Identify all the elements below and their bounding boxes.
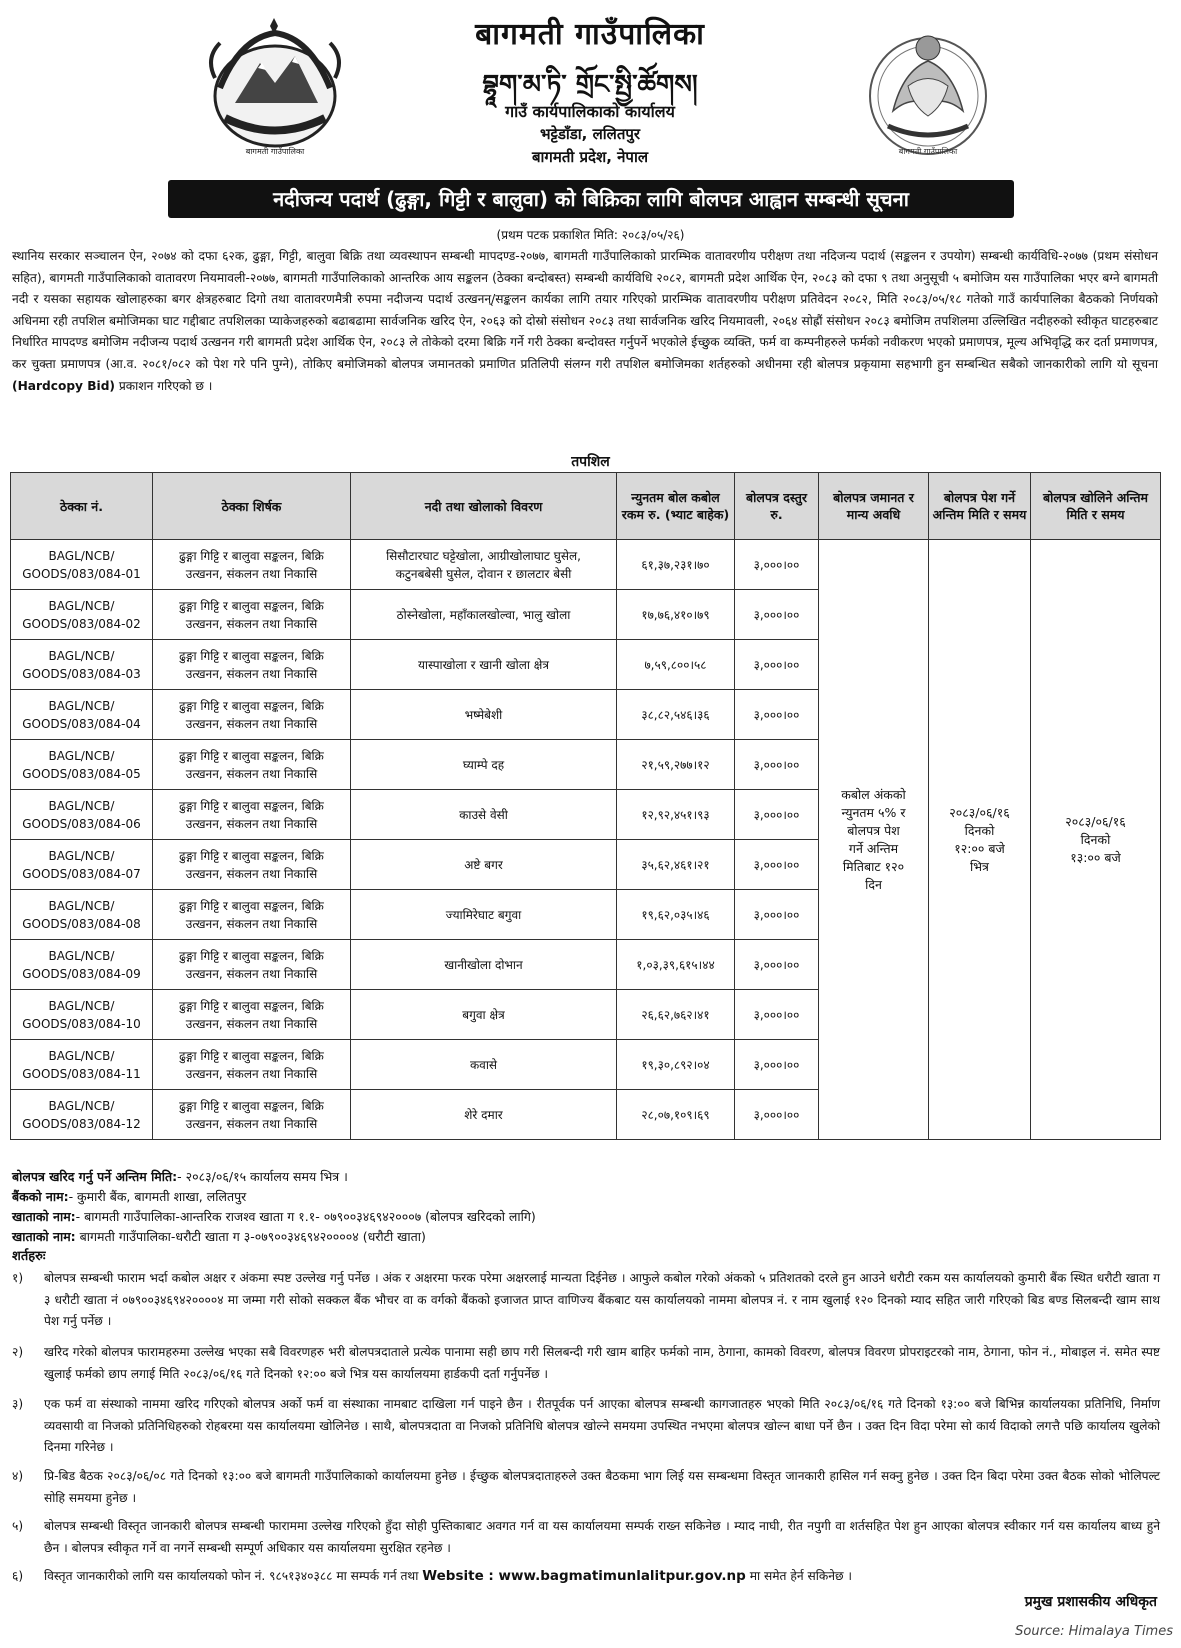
min-bid-amount-cell-line: २१,५९,२७७।१२ [641,757,710,772]
opening-date-cell [1031,540,1161,1140]
river-detail-cell [351,740,617,790]
contract-no-cell-line: GOODS/083/084-12 [22,1116,141,1131]
contract-title-cell-line: उत्खनन, संकलन तथा निकासि [185,766,318,781]
contract-title-cell-line: ढुङ्गा गिट्टि र बालुवा सङ्कलन, बिक्रि [179,848,324,863]
bid-guarantee-cell-line: न्युनतम ५% र [841,804,906,820]
header-river-detail: नदी तथा खोलाको विवरण [351,473,617,540]
contract-title-cell [153,1090,351,1140]
bank-name-value: - कुमारी बैंक, बागमती शाखा, ललितपुर [68,1189,247,1204]
term-number: ६) [12,1569,24,1583]
province-name: बागमती प्रदेश, नेपाल [531,148,649,166]
river-detail-cell-line: काउसे वेसी [459,807,508,822]
contract-no-cell [11,1040,153,1090]
min-bid-amount-cell-line: १७,७६,४१०।७९ [641,607,710,622]
contract-no-cell-line: BAGL/NCB/ [48,548,115,563]
river-detail-cell [351,590,617,640]
account-deposit-value: बागमती गाउँपालिका-धरौटी खाता ग ३-०७९००३४६९४२००००४ (धरौटी खाता) [75,1229,426,1244]
min-bid-amount-cell [617,1040,735,1090]
bid-fee-cell [735,890,819,940]
contract-title-cell-line: ढुङ्गा गिट्टि र बालुवा सङ्कलन, बिक्रि [179,598,324,613]
river-detail-cell [351,890,617,940]
office-name: गाउँ कार्यपालिकाको कार्यालय [505,102,675,121]
bid-fee-cell-line: ३,०००।०० [753,1007,800,1022]
header-contract-title: ठेक्का शिर्षक [153,473,351,540]
notice-title-banner: नदीजन्य पदार्थ (ढुङ्गा, गिट्टी र बालुवा) को बिक्रिका लागि बोलपत्र आह्वान सम्बन्धी सूचना [168,180,1014,218]
contract-no-cell-line: GOODS/083/084-01 [22,566,141,581]
contract-title-cell-line: उत्खनन, संकलन तथा निकासि [185,666,318,681]
bid-fee-cell [735,940,819,990]
bid-fee-cell-line: ३,०००।०० [753,707,800,722]
bid-packages-table [10,472,1161,1140]
term-item-6 [12,1566,1160,1588]
river-detail-cell-line: कवासे [469,1057,498,1072]
bid-fee-cell-line: ३,०००।०० [753,557,800,572]
bank-name [12,1188,246,1205]
term-item-1 [12,1268,1160,1333]
min-bid-amount-cell-line: १९,३०,८९२।०४ [641,1057,710,1072]
submission-deadline-cell [929,540,1031,1140]
office-address: भट्टेडाँडा, ललितपुर [539,125,641,143]
contract-no-cell-line: GOODS/083/084-03 [22,666,141,681]
contract-no-cell [11,840,153,890]
river-detail-cell-line: कटुनबबेसी घुसेल, दोवान र छालटार बेसी [395,566,572,581]
min-bid-amount-cell [617,690,735,740]
river-detail-cell-line: यास्पाखोला र खानी खोला क्षेत्र [417,657,550,672]
contract-no-cell [11,990,153,1040]
min-bid-amount-cell-line: १९,६२,०३५।४६ [641,907,710,922]
intro-paragraph [12,246,1158,397]
source-credit: Source: Himalaya Times [1015,1624,1173,1639]
bid-fee-cell-line: ३,०००।०० [753,757,800,772]
term-text-main: विस्तृत जानकारीको लागि यस कार्यालयको फोन नं. ९८५१३४०३८८ मा सम्पर्क गर्न तथा [44,1569,423,1583]
min-bid-amount-cell [617,590,735,640]
contract-no-cell-line: BAGL/NCB/ [48,848,115,863]
term-item-3 [12,1394,1160,1459]
contract-no-cell [11,1090,153,1140]
header-opening-date: बोलपत्र खोलिने अन्तिम मिति र समय [1031,473,1161,540]
river-detail-cell [351,540,617,590]
account-revenue-value: - बागमती गाउँपालिका-आन्तरिक राजश्व खाता ग १.१- ०७९००३४६९४२०००७ (बोलपत्र खरिदको लागि) [75,1209,536,1224]
min-bid-amount-cell [617,1090,735,1140]
river-detail-cell-line: अष्टे बगर [464,857,503,872]
min-bid-amount-cell-line: १,०३,३९,६१५।४४ [636,957,715,972]
contract-title-cell [153,840,351,890]
svg-text:बागमती गाउँपालिका: बागमती गाउँपालिका [245,147,305,156]
bid-fee-cell [735,840,819,890]
contract-title-cell-line: उत्खनन, संकलन तथा निकासि [185,566,318,581]
contract-no-cell [11,940,153,990]
term-text: एक फर्म वा संस्थाको नाममा खरिद गरिएको बोलपत्र अर्को फर्म वा संस्थाका नामबाट दाखिला गर्न पाइने छैन । रीतपूर्वक पर्न आएका बोलपत्र सम्बन्धी कागजातहरु भएको मिति २०८३/०६/१६ गते दिनको १३:०० बजे बिभिन्न कार्यालयका प्रतिनिधि, निर्माण व्यवसायी वा निजको प्रतिनिधिहरुको रोहबरमा यस कार्यालयमा खोलिनेछ । साथै, बोलपत्रदाता वा निजको प्रतिनिधि बोलपत्र खोल्ने समयमा उपस्थित नभएमा बोलपत्र खोल्न बाधा पर्ने छैन । उक्त दिन विदा परेमा सो कार्य विदाको लगत्तै पछि कार्यालय खुलेको दिनमा गरिनेछ । [44,1397,1160,1454]
bid-guarantee-cell-line: गर्ने अन्तिम [848,840,899,856]
bid-fee-cell [735,740,819,790]
contract-title-cell-line: उत्खनन, संकलन तथा निकासि [185,616,318,631]
opening-date-cell-line: २०८३/०६/१६ [1065,813,1126,829]
min-bid-amount-cell-line: १२,९२,४५१।९३ [641,807,710,822]
contract-title-cell [153,690,351,740]
contract-no-cell-line: BAGL/NCB/ [48,1048,115,1063]
header-submission-deadline: बोलपत्र पेश गर्ने अन्तिम मिति र समय [929,473,1031,540]
min-bid-amount-cell-line: ३५,६२,४६१।२१ [641,857,710,872]
hardcopy-bid-label: (Hardcopy Bid) [12,378,115,393]
contract-no-cell-line: GOODS/083/084-05 [22,766,141,781]
term-number: ५) [12,1519,24,1533]
header-bid-fee: बोलपत्र दस्तुर रु. [735,473,819,540]
contract-title-cell-line: उत्खनन, संकलन तथा निकासि [185,866,318,881]
bid-fee-cell-line: ३,०००।०० [753,657,800,672]
term-text: बोलपत्र सम्बन्धी फाराम भर्दा कबोल अक्षर र अंकमा स्पष्ट उल्लेख गर्नु पर्नेछ । अंक र अक्षरमा फरक परेमा अक्षरलाई मान्यता दिईनेछ । आफुले कबोल गरेको अंकको ५ प्रतिशतको दरले हुन आउने धरौटी रकम यस कार्यालयको कुमारी बैंक स्थित धरौटी खाता ग ३ धरौटी खाता नं ०७९००३४६९४२००००४ मा जम्मा गरी सोको सक्कल बैंक भौचर वा क वर्गको बैंकको इजाजत प्राप्त वाणिज्य बैंकबाट यस कार्यालयको नाममा बोलपत्र नं. र नाम खुलाई १२० दिनको म्याद सहित जारी गरिएको बिड बण्ड सिलबन्दी खाम साथ पेश गर्नु पर्नेछ । [44,1271,1160,1328]
contract-title-cell [153,590,351,640]
contract-title-cell-line: उत्खनन, संकलन तथा निकासि [185,916,318,931]
river-detail-cell [351,640,617,690]
term-item-5 [12,1516,1160,1559]
account-deposit-label: खाताको नाम: [12,1229,76,1244]
contract-no-cell-line: BAGL/NCB/ [48,698,115,713]
bid-fee-cell [735,640,819,690]
min-bid-amount-cell-line: ७,५९,८००।५८ [644,657,707,672]
bid-guarantee-cell-line: बोलपत्र पेश [847,822,900,838]
min-bid-amount-cell [617,640,735,690]
river-detail-cell-line: सिसौटारघाट घट्टेखोला, आग्रीखोलाघाट घुसेल, [386,548,581,563]
contract-title-cell [153,990,351,1040]
account-revenue-label: खाताको नाम: [12,1209,76,1224]
contract-no-cell-line: GOODS/083/084-11 [22,1066,141,1081]
min-bid-amount-cell [617,990,735,1040]
contract-title-cell [153,940,351,990]
river-detail-cell [351,940,617,990]
municipality-seal-icon [858,26,998,161]
intro-tail: प्रकाशन गरिएको छ । [115,378,213,393]
submission-deadline-cell-line: दिनको [964,822,995,838]
bid-fee-cell [735,590,819,640]
term-text: बोलपत्र सम्बन्धी विस्तृत जानकारी बोलपत्र सम्बन्धी फाराममा उल्लेख गरिएको हुँदा सोही पुस्तिकाबाट अवगत गर्न वा यस कार्यालयमा सम्पर्क राख्न सकिनेछ । म्याद नाघी, रीत नपुगी वा शर्तसहित पेश हुन आएका बोलपत्र स्वीकार गर्न यस कार्यालय बाध्य हुने छैन । बोलपत्र स्वीकृत गर्ने वा नगर्ने सम्बन्धी सम्पूर्ण अधिकार यस कार्यालयमा सुरक्षित रहनेछ । [44,1519,1160,1555]
contract-no-cell-line: BAGL/NCB/ [48,1098,115,1113]
contract-title-cell-line: ढुङ्गा गिट्टि र बालुवा सङ्कलन, बिक्रि [179,998,324,1013]
contract-title-cell [153,790,351,840]
term-item-2 [12,1342,1160,1385]
bid-fee-cell-line: ३,०००।०० [753,907,800,922]
contract-no-cell-line: GOODS/083/084-06 [22,816,141,831]
contract-no-cell-line: GOODS/083/084-07 [22,866,141,881]
contract-no-cell [11,740,153,790]
min-bid-amount-cell [617,540,735,590]
contract-title-cell-line: ढुङ्गा गिट्टि र बालुवा सङ्कलन, बिक्रि [179,1098,324,1113]
contract-no-cell-line: BAGL/NCB/ [48,948,115,963]
contract-no-cell [11,790,153,840]
signatory-title: प्रमुख प्रशासकीय अधिकृत [1024,1594,1157,1610]
term-item-4 [12,1466,1160,1509]
term-number: ४) [12,1469,24,1483]
svg-text:बागमती गाउँपालिका: बागमती गाउँपालिका [898,147,958,156]
purchase-deadline-value: - २०८३/०६/१५ कार्यालय समय भित्र । [177,1169,348,1184]
opening-date-cell-line: दिनको [1080,831,1111,847]
river-detail-cell-line: ठोस्नेखोला, महाँकालखोल्वा, भालु खोला [396,607,571,622]
river-detail-cell-line: खानीखोला दोभान [444,957,523,972]
contract-no-cell-line: BAGL/NCB/ [48,898,115,913]
contract-no-cell-line: GOODS/083/084-04 [22,716,141,731]
contract-title-cell-line: ढुङ्गा गिट्टि र बालुवा सङ्कलन, बिक्रि [179,748,324,763]
contract-no-cell-line: GOODS/083/084-02 [22,616,141,631]
purchase-deadline-label: बोलपत्र खरिद गर्नु पर्ने अन्तिम मिति: [12,1169,178,1184]
min-bid-amount-cell-line: ६१,३७,२३१।७० [641,557,710,572]
bid-fee-cell [735,990,819,1040]
bid-guarantee-cell [819,540,929,1140]
bid-guarantee-cell-line: दिन [865,876,882,892]
submission-deadline-cell-line: भित्र [970,858,989,874]
header-contract-no: ठेक्का नं. [11,473,153,540]
contract-title-cell-line: उत्खनन, संकलन तथा निकासि [185,1016,318,1031]
contract-title-cell [153,640,351,690]
contract-no-cell-line: BAGL/NCB/ [48,648,115,663]
min-bid-amount-cell-line: २८,०७,१०९।६९ [641,1107,710,1122]
municipality-name: बागमती गाउँपालिका [475,17,705,52]
contract-no-cell-line: GOODS/083/084-08 [22,916,141,931]
bid-fee-cell [735,690,819,740]
contract-title-cell-line: ढुङ्गा गिट्टि र बालुवा सङ्कलन, बिक्रि [179,698,324,713]
submission-deadline-cell-line: १२:०० बजे [954,840,1005,856]
contract-no-cell-line: GOODS/083/084-10 [22,1016,141,1031]
bid-guarantee-cell-line: कबोल अंकको [841,786,906,802]
contract-title-cell-line: ढुङ्गा गिट्टि र बालुवा सङ्कलन, बिक्रि [179,898,324,913]
submission-deadline-cell-line: २०८३/०६/१६ [949,804,1010,820]
contract-no-cell [11,590,153,640]
river-detail-cell-line: घ्याम्पे दह [462,757,505,772]
contract-no-cell [11,540,153,590]
purchase-deadline [12,1168,348,1185]
contract-title-cell [153,540,351,590]
river-detail-cell [351,990,617,1040]
contract-no-cell [11,640,153,690]
bid-fee-cell-line: ३,०००।०० [753,1057,800,1072]
term-text [44,1566,1160,1588]
min-bid-amount-cell [617,840,735,890]
contract-no-cell-line: GOODS/083/084-09 [22,966,141,981]
intro-text: स्थानिय सरकार सञ्चालन ऐन, २०७४ को दफा ६२क, ढुङ्गा, गिट्टी, बालुवा बिक्रि तथा व्यवस्थापन सम्बन्धी मापदण्ड-२०७७, बागमती गाउँपालिकाको प्रारम्भिक वातावरणीय परीक्षण तथा नदिजन्य पदार्थ (सङ्कलन र उपयोग) सम्बन्धी कार्यविधि-२०७७ (प्रथम संसोधन सहित), बागमती गाउँपालिकाको वातावरण नियमावली-२०७७, बागमती गाउँपालिकाको आन्तरिक आय सङ्कलन (ठेक्का बन्दोबस्त) सम्बन्धी कार्यविधि २०८२, बागमती प्रदेश आर्थिक ऐन, २०८३ को दफा ९ तथा अनुसूची ५ बमोजिम यस गाउँपालिका भएर बग्ने बागमती नदी र यसका सहायक खोलाहरुका बगर क्षेत्रहरुबाट दिगो तथा वातावरणमैत्री रुपमा नदीजन्य पदार्थ उत्खनन्/सङ्कलन कार्यका लागि तयार गरिएको प्रारम्भिक वातावरणीय परीक्षण प्रतिवेदन २०८२, मिति २०८३/०५/१८ गतेको गाउँ कार्यपालिका बैठकको निर्णयको अधिनमा रही तपशिल बमोजिमका घाट गद्दीबाट तपशिलका प्याकेजहरुको बढाबढामा सार्वजनिक खरिद ऐन, २०६३ को दोस्रो संसोधन २०८३ तथा सार्वजनिक खरिद नियमावली, २०६४ सोह्रौं संसोधन २०८३ बमोजिम तपशिलमा उल्लिखित नदीहरुको स्वीकृत घाटहरुबाट निर्धारित मापदण्ड बमोजिम नदीजन्य पदार्थ उत्खनन गरी बागमती प्रदेश आर्थिक ऐन, २०८३ ले तोकेको दरमा बिक्रि गर्ने गरी ठेक्का बन्दोवस्त गर्नुपर्ने भएकोले ईच्छुक व्यक्ति, फर्म वा कम्पनीहरुले फर्मको नवीकरण भएको प्रमाणपत्र, मूल्य अभिवृद्धि कर दर्ता प्रमाणपत्र, कर चुक्ता प्रमाणपत्र (आ.व. २०८१/०८२ को पेश गरे पनि पुग्ने), तोकिए बमोजिमको बोलपत्र जमानतको प्रमाणित प्रतिलिपी संलग्न गरी तपशिल बमोजिमका शर्तहरुको अधीनमा रही बोलपत्र प्रकृयामा सहभागी हुन सम्बन्धित सबैको जानकारीको लागि यो सूचना [12,249,1158,371]
account-deposit [12,1228,426,1245]
contract-title-cell [153,890,351,940]
term-number: १) [12,1271,24,1285]
contract-title-cell [153,740,351,790]
river-detail-cell [351,1090,617,1140]
term-number: २) [12,1345,24,1359]
contract-title-cell-line: ढुङ्गा गिट्टि र बालुवा सङ्कलन, बिक्रि [179,548,324,563]
min-bid-amount-cell [617,790,735,840]
river-detail-cell-line: ज्यामिरेघाट बगुवा [445,907,522,922]
bid-fee-cell [735,1040,819,1090]
min-bid-amount-cell-line: २६,६२,७६२।४१ [641,1007,710,1022]
contract-no-cell-line: BAGL/NCB/ [48,998,115,1013]
account-revenue [12,1208,536,1225]
opening-date-cell-line: १३:०० बजे [1070,849,1121,865]
municipality-name-tibetan: བྷཱག་མ་ཏི་ གྲོང་སྤྱི་ཚོགས། [482,70,698,100]
river-detail-cell [351,840,617,890]
table-row [11,540,1161,590]
bid-fee-cell-line: ३,०००।०० [753,957,800,972]
bid-fee-cell-line: ३,०००।०० [753,607,800,622]
contract-title-cell-line: उत्खनन, संकलन तथा निकासि [185,716,318,731]
first-published-date: (प्रथम पटक प्रकाशित मिति: २०८३/०५/२६) [496,228,685,242]
bid-fee-cell [735,790,819,840]
bid-fee-cell-line: ३,०००।०० [753,807,800,822]
website-link[interactable]: Website : www.bagmatimunlalitpur.gov.np [422,1568,746,1584]
contract-title-cell-line: ढुङ्गा गिट्टि र बालुवा सङ्कलन, बिक्रि [179,798,324,813]
contract-no-cell-line: BAGL/NCB/ [48,748,115,763]
terms-heading: शर्तहरुः [12,1249,46,1264]
min-bid-amount-cell [617,940,735,990]
contract-title-cell [153,1040,351,1090]
bid-fee-cell-line: ३,०००।०० [753,857,800,872]
term-text-tail: मा समेत हेर्न सकिनेछ । [745,1569,853,1583]
contract-title-cell-line: ढुङ्गा गिट्टि र बालुवा सङ्कलन, बिक्रि [179,948,324,963]
contract-title-cell-line: ढुङ्गा गिट्टि र बालुवा सङ्कलन, बिक्रि [179,648,324,663]
river-detail-cell [351,790,617,840]
bank-name-label: बैंकको नाम: [12,1189,69,1204]
min-bid-amount-cell [617,890,735,940]
contract-no-cell-line: BAGL/NCB/ [48,798,115,813]
river-detail-cell-line: भष्मेबेशी [464,707,503,722]
contract-title-cell-line: उत्खनन, संकलन तथा निकासि [185,1116,318,1131]
term-text: खरिद गरेको बोलपत्र फारामहरुमा उल्लेख भएका सबै विवरणहरु भरी बोलपत्रदाताले प्रत्येक पानामा सही छाप गरी सिलबन्दी गरी खाम बाहिर फर्मको नाम, ठेगाना, कामको विवरण, बोलपत्र विवरण प्रोपराइटरको नाम, ठेगाना, फोन नं., मोबाइल नं. समेत स्पष्ट खुलाई फर्मको छाप लगाई मिति २०८३/०६/१६ गते दिनको १२:०० बजे भित्र यस कार्यालयमा हार्डकपी दर्ता गर्नुपर्नेछ । [44,1345,1160,1381]
header-bid-guarantee: बोलपत्र जमानत र मान्य अवधि [819,473,929,540]
nepal-emblem-icon [200,18,350,158]
min-bid-amount-cell [617,740,735,790]
term-text: प्रि-बिड बैठक २०८३/०६/०८ गते दिनको १३:०० बजे बागमती गाउँपालिकाको कार्यालयमा हुनेछ । ईच्छुक बोलपत्रदाताहरुले उक्त बैठकमा भाग लिई यस सम्बन्धमा विस्तृत जानकारी हासिल गर्न सक्नु हुनेछ । उक्त दिन बिदा परेमा उक्त बैठक सोको भोलिपल्ट सोहि समयमा हुनेछ । [44,1469,1160,1505]
contract-no-cell [11,890,153,940]
min-bid-amount-cell-line: ३८,८२,५४६।३६ [641,707,710,722]
river-detail-cell-line: शेरे दमार [464,1107,503,1122]
table-header-row [11,473,1161,540]
river-detail-cell [351,690,617,740]
contract-title-cell-line: उत्खनन, संकलन तथा निकासि [185,816,318,831]
bid-fee-cell [735,540,819,590]
bid-fee-cell [735,1090,819,1140]
contract-no-cell [11,690,153,740]
bid-guarantee-cell-line: मितिबाट १२० [842,858,905,874]
term-number: ३) [12,1397,24,1411]
contract-title-cell-line: उत्खनन, संकलन तथा निकासि [185,1066,318,1081]
bid-fee-cell-line: ३,०००।०० [753,1107,800,1122]
table-caption: तपशिल [571,454,610,470]
river-detail-cell [351,1040,617,1090]
header-min-bid-amount: न्युनतम बोल कबोल रकम रु. (भ्याट बाहेक) [617,473,735,540]
river-detail-cell-line: बगुवा क्षेत्र [462,1007,505,1022]
contract-title-cell-line: उत्खनन, संकलन तथा निकासि [185,966,318,981]
contract-no-cell-line: BAGL/NCB/ [48,598,115,613]
contract-title-cell-line: ढुङ्गा गिट्टि र बालुवा सङ्कलन, बिक्रि [179,1048,324,1063]
